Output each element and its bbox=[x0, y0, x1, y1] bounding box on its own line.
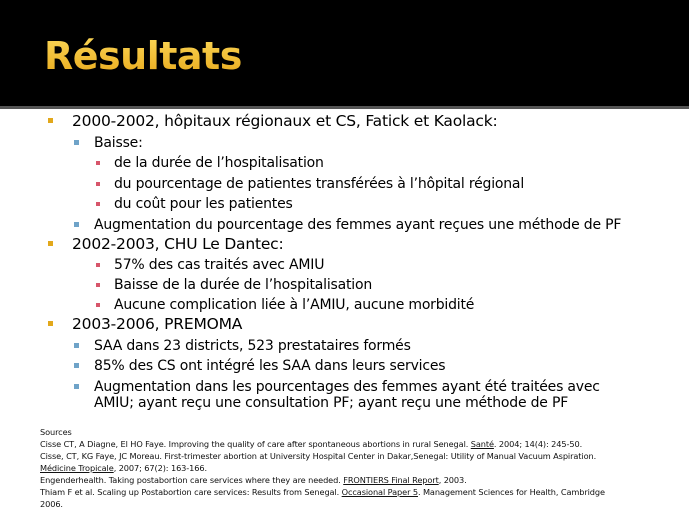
list-item: du coût pour les patientes bbox=[114, 196, 293, 212]
source-line: Thiam F et al. Scaling up Postabortion care services: Results from Senegal. Occasional Paper 5. Management Sciences for Health, Cambridge bbox=[40, 487, 605, 497]
bullet-icon bbox=[96, 202, 100, 206]
source-line: Cisse, CT, KG Faye, JC Moreau. First-trimester abortion at University Hospital Center in Dakar,Senegal: Utility of Manual Vacuum Aspiration. bbox=[40, 451, 597, 461]
list-item: Baisse de la durée de l’hospitalisation bbox=[114, 277, 372, 293]
source-line: Médicine Tropicale, 2007; 67(2): 163-166. bbox=[40, 463, 207, 473]
bullet-icon bbox=[74, 222, 79, 227]
list-item: SAA dans 23 districts, 523 prestataires formés bbox=[94, 338, 411, 354]
bullet-icon bbox=[96, 283, 100, 287]
slide-title: Résultats bbox=[44, 34, 242, 78]
list-item: Baisse: bbox=[94, 135, 143, 151]
source-line: Cisse CT, A Diagne, El HO Faye. Improving the quality of care after spontaneous abortions in rural Senegal. Santé. 2004; 14(4): 245-50. bbox=[40, 439, 583, 449]
bullet-icon bbox=[74, 140, 79, 145]
list-item: Aucune complication liée à l’AMIU, aucune morbidité bbox=[114, 297, 474, 313]
bullet-icon bbox=[48, 241, 53, 246]
list-item-continuation: AMIU; ayant reçu une consultation PF; ayant reçu une méthode de PF bbox=[94, 395, 569, 411]
bullet-icon bbox=[48, 321, 53, 326]
sources-block bbox=[40, 426, 680, 510]
bullet-icon bbox=[96, 182, 100, 186]
title-divider bbox=[0, 106, 689, 109]
list-item: 2000-2002, hôpitaux régionaux et CS, Fatick et Kaolack: bbox=[72, 112, 498, 130]
source-line: Engenderhealth. Taking postabortion care services where they are needed. FRONTIERS Final Report, 2003. bbox=[40, 475, 467, 485]
bullet-icon bbox=[96, 303, 100, 307]
list-item: du pourcentage de patientes transférées à l’hôpital régional bbox=[114, 176, 524, 192]
source-line: 2006. bbox=[40, 499, 63, 509]
list-item: 85% des CS ont intégré les SAA dans leurs services bbox=[94, 358, 445, 374]
list-item: Augmentation dans les pourcentages des femmes ayant été traitées avec bbox=[94, 379, 600, 395]
list-item: 2003-2006, PREMOMA bbox=[72, 315, 242, 333]
bullet-icon bbox=[96, 263, 100, 267]
sources-heading: Sources bbox=[40, 427, 72, 437]
bullet-icon bbox=[74, 363, 79, 368]
list-item: de la durée de l’hospitalisation bbox=[114, 155, 324, 171]
list-item: 57% des cas traités avec AMIU bbox=[114, 257, 324, 273]
bullet-icon bbox=[96, 161, 100, 165]
list-item: Augmentation du pourcentage des femmes ayant reçues une méthode de PF bbox=[94, 217, 621, 233]
bullet-icon bbox=[74, 343, 79, 348]
list-item: 2002-2003, CHU Le Dantec: bbox=[72, 235, 284, 253]
bullet-icon bbox=[48, 118, 53, 123]
bullet-icon bbox=[74, 384, 79, 389]
